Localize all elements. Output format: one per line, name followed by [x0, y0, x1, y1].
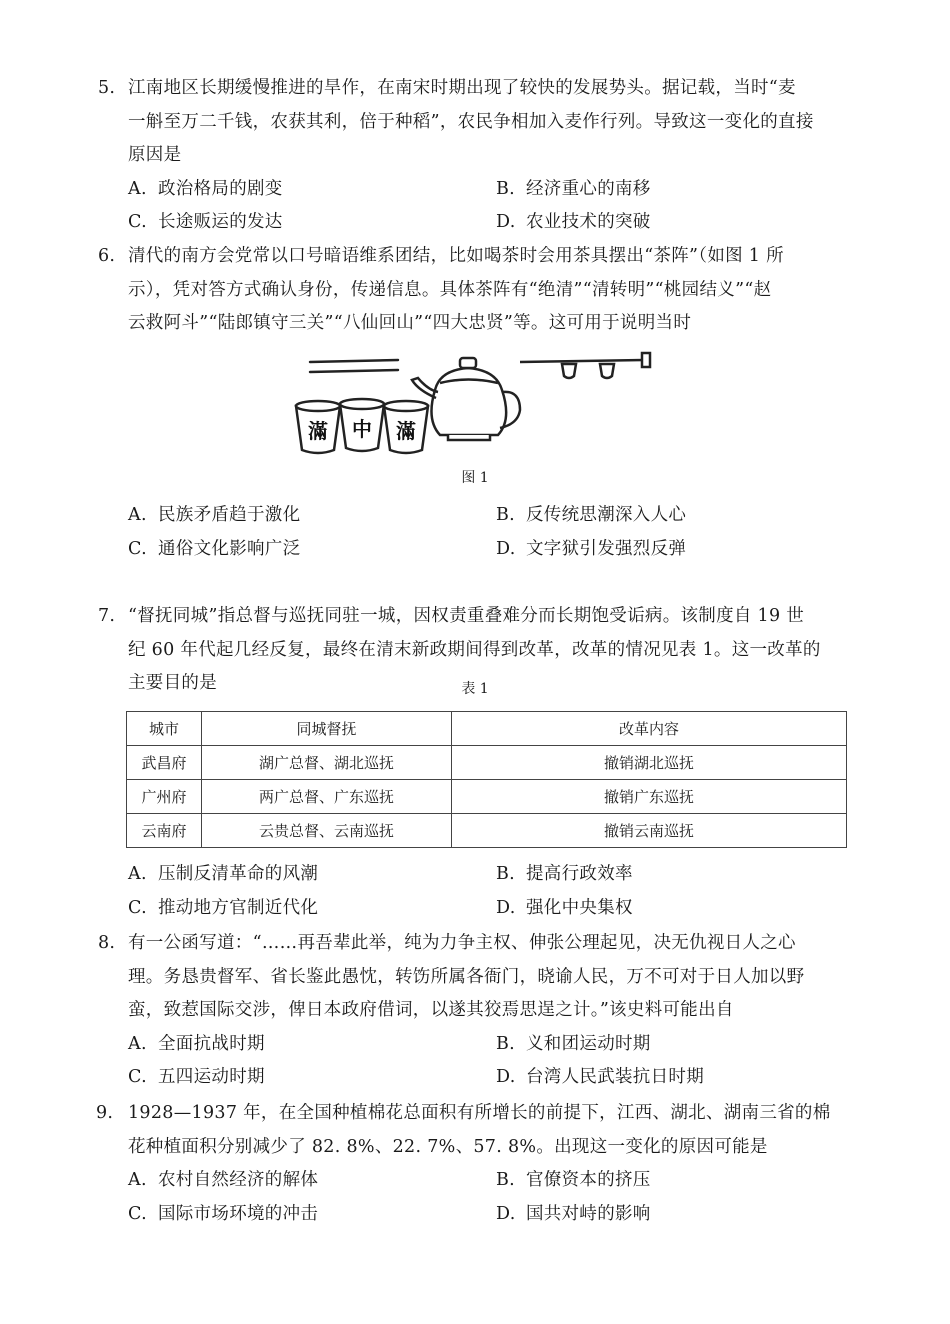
stem-line: 清代的南方会党常以口号暗语维系团结，比如喝茶时会用茶具摆出“茶阵”（如图 1 所 [128, 246, 784, 266]
option-letter: C. [128, 538, 147, 559]
cup-char: 滿 [308, 419, 328, 443]
table-cell: 云贵总督、云南巡抚 [202, 814, 452, 848]
option-text: 文字狱引发强烈反弹 [526, 538, 687, 559]
option-letter: C. [128, 1067, 147, 1087]
question-stem [98, 927, 850, 1028]
option-letter: A. [128, 178, 147, 199]
option-text: 农业技术的突破 [526, 212, 651, 232]
stem-line: “督抚同城”指总督与巡抚同驻一城，因权责重叠难分而长期饱受诟病。该制度自 19 世 [128, 606, 805, 626]
option-text: 五四运动时期 [158, 1067, 265, 1087]
options [98, 173, 850, 240]
stem-line: 蛮，致惹国际交涉，俾日本政府借词，以遂其狡焉思逞之计。”该史料可能出自 [128, 1000, 734, 1020]
stem-line: 花种植面积分别减少了 82. 8%、22. 7%、57. 8%。出现这一变化的原因可能是 [128, 1136, 768, 1157]
option-d[interactable] [496, 1198, 864, 1232]
chopsticks-icon [310, 360, 398, 372]
option-text: 压制反清革命的风潮 [158, 864, 319, 884]
option-text: 经济重心的南移 [526, 178, 651, 199]
question-number: 7. [98, 606, 116, 626]
option-text: 反传统思潮深入人心 [526, 505, 687, 525]
cup-char: 中 [352, 417, 372, 441]
question-number: 5. [98, 78, 116, 98]
option-c[interactable] [128, 1198, 496, 1232]
table-header: 改革内容 [452, 712, 847, 746]
option-text: 国共对峙的影响 [526, 1203, 651, 1224]
options [98, 858, 850, 925]
option-text: 国际市场环境的冲击 [158, 1203, 319, 1224]
cup-char: 滿 [396, 419, 416, 443]
teapot-icon [412, 358, 520, 440]
table-cell: 武昌府 [127, 746, 202, 780]
option-a[interactable] [128, 1164, 496, 1198]
stem-line: 云救阿斗”“陆郎镇守三关”“八仙回山”“四大忠贤”等。这可用于说明当时 [128, 313, 692, 333]
question-5 [98, 72, 850, 240]
option-c[interactable] [128, 206, 496, 240]
option-letter: B. [496, 1170, 516, 1190]
stem-line: 理。务恳贵督军、省长鉴此愚忱，转饬所属各衙门，晓谕人民，万不可对于日人加以野 [128, 966, 805, 987]
stem-line: 江南地区长期缓慢推进的旱作，在南宋时期出现了较快的发展势头。据记载，当时“麦 [128, 78, 796, 98]
option-text: 农村自然经济的解体 [158, 1170, 319, 1190]
question-number: 8. [98, 933, 116, 953]
option-text: 义和团运动时期 [526, 1033, 651, 1054]
option-letter: C. [128, 212, 147, 232]
option-a[interactable] [128, 173, 496, 207]
option-d[interactable] [496, 1061, 864, 1095]
reform-table [126, 711, 847, 848]
option-c[interactable] [128, 892, 496, 926]
option-text: 民族矛盾趋于激化 [158, 505, 301, 525]
option-letter: D. [496, 1203, 516, 1224]
table-cell: 云南府 [127, 814, 202, 848]
question-9 [98, 1097, 850, 1231]
table-row [127, 746, 847, 780]
table-cell: 广州府 [127, 780, 202, 814]
question-6 [98, 240, 850, 341]
question-stem [98, 1097, 850, 1164]
option-letter: A. [128, 864, 147, 884]
option-d[interactable] [496, 533, 864, 567]
option-letter: B. [496, 178, 516, 199]
table-header: 同城督抚 [202, 712, 452, 746]
options [98, 1164, 850, 1231]
option-b[interactable] [496, 858, 864, 892]
option-text: 政治格局的剧变 [158, 178, 283, 199]
option-letter: B. [496, 1033, 516, 1054]
table-cell: 撤销广东巡抚 [452, 780, 847, 814]
stem-line: 1928—1937 年，在全国种植棉花总面积有所增长的前提下，江西、湖北、湖南三省的棉 [128, 1103, 831, 1123]
table-cell: 湖广总督、湖北巡抚 [202, 746, 452, 780]
question-8 [98, 927, 850, 1095]
option-text: 全面抗战时期 [158, 1033, 265, 1054]
option-letter: C. [128, 897, 147, 918]
option-letter: D. [496, 897, 516, 918]
question-number: 9. [96, 1103, 114, 1123]
table-cell: 撤销云南巡抚 [452, 814, 847, 848]
option-d[interactable] [496, 892, 864, 926]
stem-line: 一斛至万二千钱，农获其利，倍于种稻”，农民争相加入麦作行列。导致这一变化的直接 [128, 111, 814, 132]
options [98, 1028, 850, 1095]
option-text: 强化中央集权 [526, 897, 633, 918]
option-c[interactable] [128, 533, 496, 567]
table-header-row [127, 712, 847, 746]
option-letter: A. [128, 505, 147, 525]
stem-line: 示），凭对答方式确认身份，传递信息。具体茶阵有“绝清”“清转明”“桃园结义”“赵 [128, 279, 772, 300]
option-text: 台湾人民武装抗日时期 [526, 1067, 704, 1087]
option-text: 通俗文化影响广泛 [158, 538, 301, 559]
option-letter: C. [128, 1203, 147, 1224]
table-row [127, 814, 847, 848]
table-cell: 两广总督、广东巡抚 [202, 780, 452, 814]
table-row [127, 780, 847, 814]
option-text: 提高行政效率 [526, 864, 633, 884]
options [98, 499, 850, 566]
option-letter: B. [496, 864, 516, 884]
pipe-rack-icon [520, 353, 650, 378]
table-caption: 表 1 [461, 681, 489, 697]
option-c[interactable] [128, 1061, 496, 1095]
tea-array-figure [290, 350, 660, 460]
question-stem [98, 240, 850, 341]
option-text: 长途贩运的发达 [158, 212, 283, 232]
option-b[interactable] [496, 1028, 864, 1062]
option-a[interactable] [128, 858, 496, 892]
stem-line: 主要目的是 [128, 673, 217, 693]
option-b[interactable] [496, 173, 864, 207]
option-text: 官僚资本的挤压 [526, 1170, 651, 1190]
option-text: 推动地方官制近代化 [158, 897, 319, 918]
stem-line: 原因是 [128, 145, 182, 165]
option-letter: D. [496, 212, 516, 232]
question-number: 6. [98, 246, 116, 266]
stem-line: 纪 60 年代起几经反复，最终在清末新政期间得到改革，改革的情况见表 1。这一改革的 [128, 639, 821, 660]
option-d[interactable] [496, 206, 864, 240]
question-7-options [98, 858, 850, 925]
question-6-options [98, 499, 850, 566]
table-header: 城市 [127, 712, 202, 746]
question-stem [98, 72, 850, 173]
figure-caption: 图 1 [461, 470, 489, 486]
option-b[interactable] [496, 1164, 864, 1198]
option-letter: A. [128, 1170, 147, 1190]
option-a[interactable] [128, 1028, 496, 1062]
option-letter: A. [128, 1033, 147, 1054]
option-letter: D. [496, 1067, 516, 1087]
option-b[interactable] [496, 499, 864, 533]
option-letter: B. [496, 505, 516, 525]
option-a[interactable] [128, 499, 496, 533]
option-letter: D. [496, 538, 516, 559]
stem-line: 有一公函写道：“……再吾辈此举，纯为力争主权、伸张公理起见，决无仇视日人之心 [128, 933, 796, 953]
table-cell: 撤销湖北巡抚 [452, 746, 847, 780]
